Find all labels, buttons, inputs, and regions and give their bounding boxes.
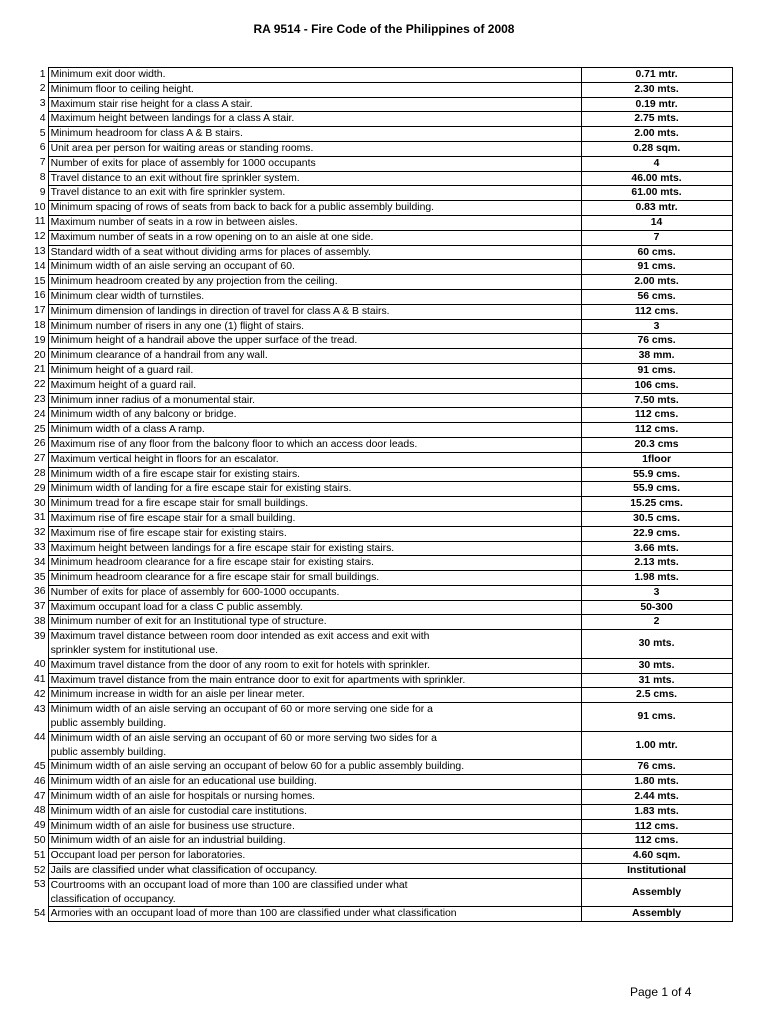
answer-cell: 0.28 sqm.	[581, 141, 732, 156]
row-number: 34	[34, 556, 46, 568]
table-row	[34, 423, 732, 438]
table-row	[34, 804, 732, 819]
answer-cell: 2.75 mts.	[581, 112, 732, 127]
answer-cell: 1.83 mts.	[581, 804, 732, 819]
question-cell: Travel distance to an exit with fire sprinkler system.	[48, 186, 581, 201]
row-number: 32	[34, 527, 46, 539]
question-cell: Minimum width of an aisle serving an occupant of 60.	[48, 260, 581, 275]
question-cell: Minimum spacing of rows of seats from back to back for a public assembly building.	[48, 201, 581, 216]
row-number: 39	[34, 630, 46, 642]
answer-cell: 14	[581, 215, 732, 230]
question-cell: Maximum rise of fire escape stair for a small building.	[48, 511, 581, 526]
row-number: 24	[34, 408, 46, 420]
question-cell: Maximum stair rise height for a class A stair.	[48, 97, 581, 112]
answer-cell: Institutional	[581, 864, 732, 879]
row-number: 28	[34, 468, 46, 480]
question-cell: Maximum travel distance from the main entrance door to exit for apartments with sprinkler.	[48, 673, 581, 688]
answer-cell: 91 cms.	[581, 363, 732, 378]
answer-cell: 31 mts.	[581, 673, 732, 688]
table-row	[34, 849, 732, 864]
table-row	[34, 878, 732, 907]
answer-cell: 30.5 cms.	[581, 511, 732, 526]
row-number: 15	[34, 275, 46, 287]
question-cell: Minimum headroom for class A & B stairs.	[48, 127, 581, 142]
fire-code-table-container	[34, 67, 733, 922]
table-row	[34, 112, 732, 127]
row-number: 21	[34, 364, 46, 376]
question-cell: Maximum occupant load for a class C public assembly.	[48, 600, 581, 615]
answer-cell: 0.19 mtr.	[581, 97, 732, 112]
question-cell: Number of exits for place of assembly for 600-1000 occupants.	[48, 585, 581, 600]
answer-cell: 76 cms.	[581, 334, 732, 349]
question-cell: Minimum width of landing for a fire escape stair for existing stairs.	[48, 482, 581, 497]
answer-cell: 50-300	[581, 600, 732, 615]
answer-cell: 2	[581, 615, 732, 630]
question-cell: Minimum width of an aisle for an educational use building.	[48, 775, 581, 790]
table-row	[34, 556, 732, 571]
answer-cell: 4.60 sqm.	[581, 849, 732, 864]
row-number: 27	[34, 453, 46, 465]
answer-cell: 1.80 mts.	[581, 775, 732, 790]
answer-cell: 76 cms.	[581, 760, 732, 775]
question-cell: Minimum tread for a fire escape stair for small buildings.	[48, 497, 581, 512]
table-row	[34, 467, 732, 482]
answer-cell: 1.98 mts.	[581, 571, 732, 586]
table-row	[34, 511, 732, 526]
table-row	[34, 790, 732, 805]
table-row	[34, 819, 732, 834]
answer-cell: 55.9 cms.	[581, 467, 732, 482]
question-cell: Maximum height between landings for a class A stair.	[48, 112, 581, 127]
row-number: 40	[34, 659, 46, 671]
question-cell: Minimum width of an aisle for hospitals or nursing homes.	[48, 790, 581, 805]
row-number: 8	[39, 172, 46, 184]
row-number: 22	[34, 379, 46, 391]
question-cell: Minimum width of any balcony or bridge.	[48, 408, 581, 423]
question-cell: Maximum number of seats in a row in between aisles.	[48, 215, 581, 230]
question-cell: Minimum width of an aisle serving an occupant of below 60 for a public assembly building.	[48, 760, 581, 775]
table-row	[34, 541, 732, 556]
question-cell: Minimum floor to ceiling height.	[48, 82, 581, 97]
answer-cell: Assembly	[581, 907, 732, 922]
answer-cell: 2.00 mts.	[581, 275, 732, 290]
row-number: 46	[34, 775, 46, 787]
question-cell: Minimum number of risers in any one (1) flight of stairs.	[48, 319, 581, 334]
row-number: 2	[39, 83, 46, 95]
row-number: 11	[34, 216, 46, 228]
row-number: 14	[34, 260, 46, 272]
question-cell: Minimum width of an aisle for an industrial building.	[48, 834, 581, 849]
table-row	[34, 230, 732, 245]
question-cell: Unit area per person for waiting areas or standing rooms.	[48, 141, 581, 156]
question-cell: Jails are classified under what classification of occupancy.	[48, 864, 581, 879]
table-row	[34, 171, 732, 186]
answer-cell: 60 cms.	[581, 245, 732, 260]
table-row	[34, 482, 732, 497]
row-number: 29	[34, 482, 46, 494]
question-cell: Minimum dimension of landings in direction of travel for class A & B stairs.	[48, 304, 581, 319]
table-row	[34, 497, 732, 512]
row-number: 19	[34, 334, 46, 346]
table-row	[34, 760, 732, 775]
question-cell: Minimum height of a handrail above the upper surface of the tread.	[48, 334, 581, 349]
table-row	[34, 363, 732, 378]
table-row	[34, 437, 732, 452]
question-cell: Maximum rise of any floor from the balcony floor to which an access door leads.	[48, 437, 581, 452]
question-cell: Minimum clear width of turnstiles.	[48, 289, 581, 304]
question-cell: Minimum inner radius of a monumental stair.	[48, 393, 581, 408]
answer-cell: 0.83 mtr.	[581, 201, 732, 216]
table-row	[34, 260, 732, 275]
answer-cell: 112 cms.	[581, 423, 732, 438]
table-row	[34, 289, 732, 304]
row-number: 54	[34, 907, 46, 919]
answer-cell: 91 cms.	[581, 260, 732, 275]
row-number: 53	[34, 879, 46, 891]
row-number: 50	[34, 834, 46, 846]
question-cell: Minimum clearance of a handrail from any wall.	[48, 349, 581, 364]
row-number: 33	[34, 542, 46, 553]
row-number: 45	[34, 760, 46, 772]
answer-cell: 112 cms.	[581, 304, 732, 319]
answer-cell: 3	[581, 319, 732, 334]
answer-cell: 3	[581, 585, 732, 600]
row-number: 49	[34, 820, 46, 832]
table-row	[34, 141, 732, 156]
answer-cell: 38 mm.	[581, 349, 732, 364]
table-row	[34, 408, 732, 423]
table-body	[34, 68, 732, 922]
answer-cell: 30 mts.	[581, 630, 732, 659]
row-number: 26	[34, 438, 46, 450]
table-row	[34, 834, 732, 849]
table-row	[34, 215, 732, 230]
row-number: 23	[34, 394, 46, 406]
question-cell: Maximum travel distance from the door of any room to exit for hotels with sprinkler.	[48, 658, 581, 673]
row-number: 7	[39, 157, 46, 169]
answer-cell: 0.71 mtr.	[581, 68, 732, 83]
question-cell: Maximum height of a guard rail.	[48, 378, 581, 393]
question-cell: Minimum width of an aisle serving an occupant of 60 or more serving two sides for a public assembly building.	[48, 731, 581, 760]
answer-cell: Assembly	[581, 878, 732, 907]
question-cell: Maximum rise of fire escape stair for existing stairs.	[48, 526, 581, 541]
answer-cell: 1.00 mtr.	[581, 731, 732, 760]
row-number: 36	[34, 586, 46, 598]
answer-cell: 4	[581, 156, 732, 171]
table-row	[34, 658, 732, 673]
row-number: 38	[34, 615, 46, 627]
row-number: 30	[34, 497, 46, 509]
question-cell: Minimum headroom created by any projection from the ceiling.	[48, 275, 581, 290]
answer-cell: 91 cms.	[581, 703, 732, 732]
question-cell: Number of exits for place of assembly for 1000 occupants	[48, 156, 581, 171]
question-cell: Maximum travel distance between room door intended as exit access and exit with sprinkler system for institutional use.	[48, 630, 581, 659]
table-row	[34, 68, 732, 83]
table-row	[34, 304, 732, 319]
table-row	[34, 688, 732, 703]
answer-cell: 61.00 mts.	[581, 186, 732, 201]
answer-cell: 3.66 mts.	[581, 541, 732, 556]
question-cell: Maximum height between landings for a fire escape stair for existing stairs.	[48, 541, 581, 556]
row-number: 5	[39, 127, 46, 139]
row-number: 52	[34, 864, 46, 876]
table-row	[34, 585, 732, 600]
answer-cell: 2.44 mts.	[581, 790, 732, 805]
row-number: 12	[34, 231, 46, 243]
table-row	[34, 393, 732, 408]
table-row	[34, 334, 732, 349]
question-cell: Minimum width of an aisle serving an occupant of 60 or more serving one side for a public assembly building.	[48, 703, 581, 732]
table-row	[34, 186, 732, 201]
row-number: 31	[34, 512, 46, 524]
question-cell: Armories with an occupant load of more than 100 are classified under what classification	[48, 907, 581, 922]
answer-cell: 22.9 cms.	[581, 526, 732, 541]
answer-cell: 30 mts.	[581, 658, 732, 673]
table-row	[34, 97, 732, 112]
table-row	[34, 349, 732, 364]
table-row	[34, 156, 732, 171]
row-number: 37	[34, 601, 46, 613]
question-cell: Minimum width of an aisle for custodial care institutions.	[48, 804, 581, 819]
question-cell: Minimum height of a guard rail.	[48, 363, 581, 378]
table-row	[34, 319, 732, 334]
table-row	[34, 82, 732, 97]
table-row	[34, 615, 732, 630]
answer-cell: 56 cms.	[581, 289, 732, 304]
answer-cell: 112 cms.	[581, 819, 732, 834]
row-number: 35	[34, 571, 46, 583]
row-number: 42	[34, 688, 46, 700]
question-cell: Travel distance to an exit without fire sprinkler system.	[48, 171, 581, 186]
table-row	[34, 127, 732, 142]
row-number: 4	[39, 112, 46, 124]
row-number: 41	[34, 674, 46, 686]
question-cell: Courtrooms with an occupant load of more than 100 are classified under what classification of occupancy.	[48, 878, 581, 907]
row-number: 9	[39, 186, 46, 198]
answer-cell: 2.13 mts.	[581, 556, 732, 571]
answer-cell: 55.9 cms.	[581, 482, 732, 497]
question-cell: Maximum vertical height in floors for an escalator.	[48, 452, 581, 467]
row-number: 44	[34, 732, 46, 744]
row-number: 13	[34, 246, 46, 258]
table-row	[34, 201, 732, 216]
table-row	[34, 630, 732, 659]
question-cell: Minimum increase in width for an aisle per linear meter.	[48, 688, 581, 703]
table-row	[34, 275, 732, 290]
row-number: 47	[34, 790, 46, 802]
answer-cell: 112 cms.	[581, 834, 732, 849]
table-row	[34, 600, 732, 615]
table-row	[34, 731, 732, 760]
question-cell: Minimum headroom clearance for a fire escape stair for small buildings.	[48, 571, 581, 586]
row-number: 51	[34, 849, 46, 861]
answer-cell: 20.3 cms	[581, 437, 732, 452]
table-row	[34, 571, 732, 586]
row-number: 43	[34, 703, 46, 715]
answer-cell: 2.5 cms.	[581, 688, 732, 703]
answer-cell: 15.25 cms.	[581, 497, 732, 512]
question-cell: Maximum number of seats in a row opening on to an aisle at one side.	[48, 230, 581, 245]
row-number: 18	[34, 320, 46, 332]
question-cell: Occupant load per person for laboratories.	[48, 849, 581, 864]
table-row	[34, 526, 732, 541]
table-row	[34, 245, 732, 260]
answer-cell: 7.50 mts.	[581, 393, 732, 408]
answer-cell: 46.00 mts.	[581, 171, 732, 186]
answer-cell: 112 cms.	[581, 408, 732, 423]
table-row	[34, 864, 732, 879]
question-cell: Minimum width of a fire escape stair for existing stairs.	[48, 467, 581, 482]
row-number: 1	[39, 68, 46, 80]
row-number: 17	[34, 305, 46, 317]
table-row	[34, 452, 732, 467]
question-cell: Minimum exit door width.	[48, 68, 581, 83]
row-number: 48	[34, 805, 46, 817]
table-row	[34, 703, 732, 732]
answer-cell: 7	[581, 230, 732, 245]
row-number: 3	[39, 98, 46, 110]
table-row	[34, 673, 732, 688]
answer-cell: 1floor	[581, 452, 732, 467]
page-number: Page 1 of 4	[630, 985, 692, 999]
fire-code-table	[34, 67, 733, 922]
answer-cell: 106 cms.	[581, 378, 732, 393]
question-cell: Standard width of a seat without dividing arms for places of assembly.	[48, 245, 581, 260]
document-title: RA 9514 - Fire Code of the Philippines of 2008	[253, 22, 515, 36]
question-cell: Minimum number of exit for an Institutional type of structure.	[48, 615, 581, 630]
answer-cell: 2.00 mts.	[581, 127, 732, 142]
table-row	[34, 775, 732, 790]
row-number: 25	[34, 423, 46, 435]
question-cell: Minimum width of an aisle for business use structure.	[48, 819, 581, 834]
row-number: 6	[39, 142, 46, 154]
table-row	[34, 907, 732, 922]
answer-cell: 2.30 mts.	[581, 82, 732, 97]
question-cell: Minimum headroom clearance for a fire escape stair for existing stairs.	[48, 556, 581, 571]
row-number: 16	[34, 290, 46, 302]
row-number: 20	[34, 349, 46, 361]
question-cell: Minimum width of a class A ramp.	[48, 423, 581, 438]
row-number: 10	[34, 201, 46, 213]
table-row	[34, 378, 732, 393]
